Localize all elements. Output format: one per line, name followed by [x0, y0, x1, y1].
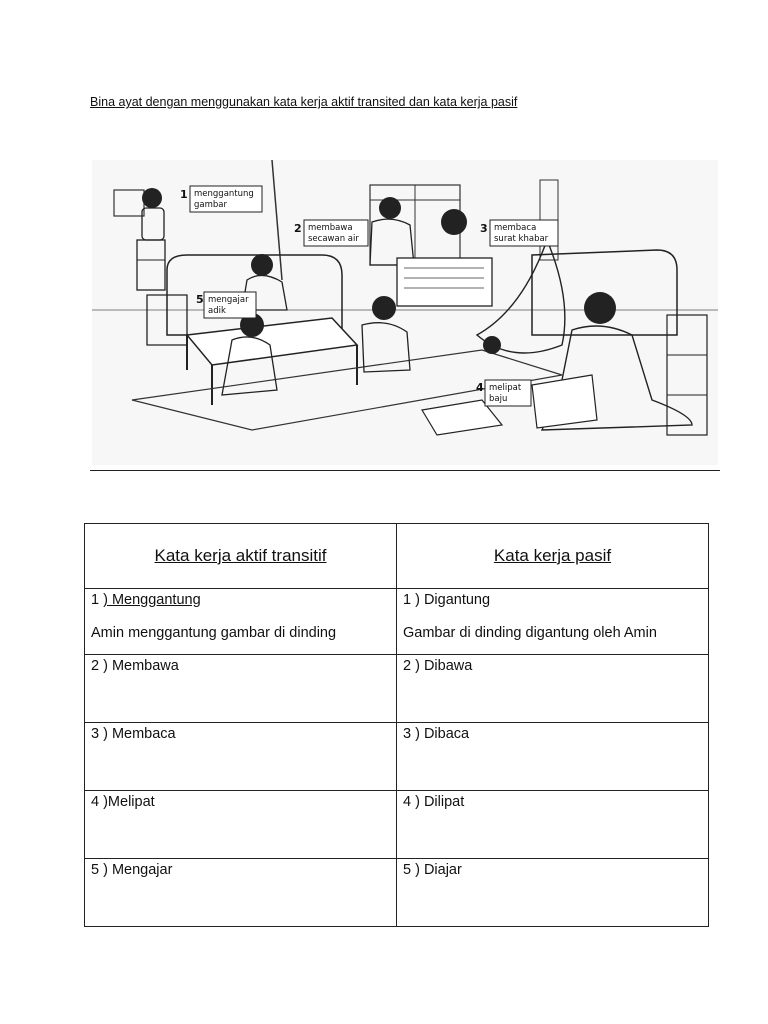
label-4-number: 4 — [476, 381, 484, 394]
active-verb-1-number: 1 — [91, 592, 104, 608]
label-1-line1: menggantung — [194, 189, 254, 199]
passive-verb-3: 3 ) Dibaca — [403, 726, 470, 742]
label-1-number: 1 — [180, 188, 188, 201]
label-2-line2: secawan air — [308, 234, 359, 244]
cell-passive-2 — [397, 655, 709, 723]
label-5-line1: mengajar — [208, 295, 249, 305]
active-verb-3: 3 ) Membaca — [91, 726, 176, 742]
passive-verb-1: 1 ) Digantung — [403, 592, 491, 608]
header-passive: Kata kerja pasif — [397, 524, 709, 589]
passive-sentence-1: Gambar di dinding digantung oleh Amin — [403, 625, 657, 641]
table-row — [85, 791, 709, 859]
cell-active-3 — [85, 723, 397, 791]
passive-verb-5: 5 ) Diajar — [403, 862, 462, 878]
instruction-text: Bina ayat dengan menggunakan kata kerja aktif transited dan kata kerja pasif — [90, 95, 518, 109]
table-row — [85, 723, 709, 791]
cell-active-1 — [85, 589, 397, 655]
table-row — [85, 589, 709, 655]
cell-passive-4 — [397, 791, 709, 859]
label-3-line1: membaca — [494, 223, 537, 233]
family-scene-illustration — [92, 160, 718, 465]
label-4-line2: baju — [489, 394, 508, 404]
active-verb-4: 4 )Melipat — [91, 794, 155, 810]
label-3-number: 3 — [480, 222, 488, 235]
cell-active-4 — [85, 791, 397, 859]
table-row — [85, 655, 709, 723]
label-4-line1: melipat — [489, 383, 522, 393]
divider-line — [90, 470, 720, 471]
cell-active-2 — [85, 655, 397, 723]
active-verb-1-word: ) Menggantung — [103, 592, 201, 608]
newspaper — [397, 258, 492, 306]
label-2-line1: membawa — [308, 223, 353, 233]
table-header-row — [85, 524, 709, 589]
verb-table — [84, 523, 709, 927]
cell-passive-5 — [397, 859, 709, 927]
scene-svg — [92, 160, 718, 465]
active-verb-2: 2 ) Membawa — [91, 658, 179, 674]
label-3-line2: surat khabar — [494, 234, 549, 244]
active-verb-1 — [91, 591, 390, 610]
cell-passive-1 — [397, 589, 709, 655]
table-row — [85, 859, 709, 927]
cell-active-5 — [85, 859, 397, 927]
header-active: Kata kerja aktif transitif — [85, 524, 397, 589]
passive-verb-2: 2 ) Dibawa — [403, 658, 473, 674]
label-1-line2: gambar — [194, 200, 227, 210]
label-5-line2: adik — [208, 306, 226, 316]
label-5-number: 5 — [196, 293, 204, 306]
active-verb-5: 5 ) Mengajar — [91, 862, 173, 878]
label-2-number: 2 — [294, 222, 302, 235]
active-sentence-1: Amin menggantung gambar di dinding — [91, 625, 337, 641]
cell-passive-3 — [397, 723, 709, 791]
passive-verb-4: 4 ) Dilipat — [403, 794, 465, 810]
